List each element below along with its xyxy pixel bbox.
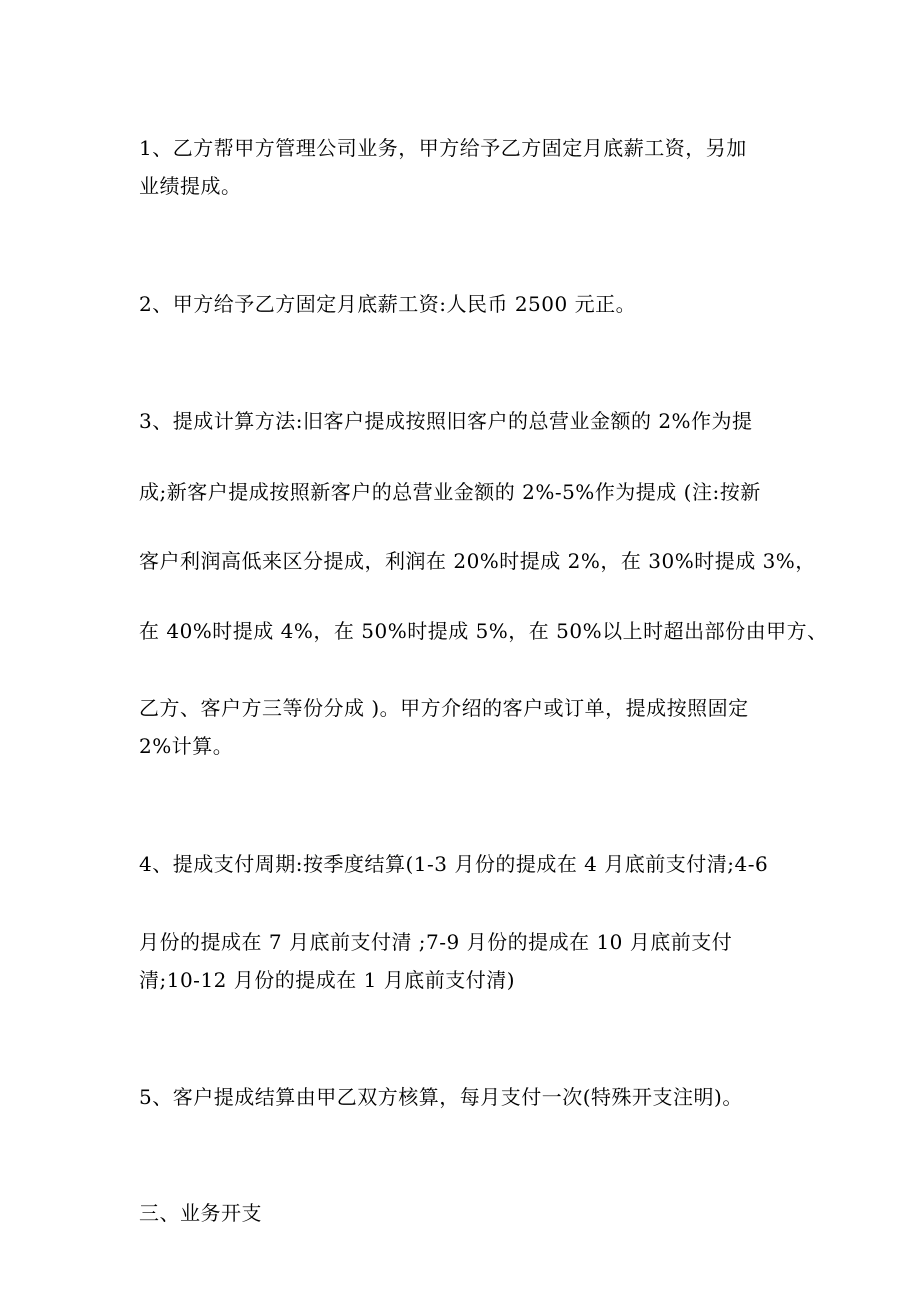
clause-3-line-6: 2%计算。 — [139, 734, 234, 758]
clause-4-line-1: 4、提成支付周期:按季度结算(1-3 月份的提成在 4 月底前支付清;4-6 — [139, 852, 769, 876]
clause-3-line-3: 客户利润高低来区分提成，利润在 20%时提成 2%，在 30%时提成 3%， — [139, 549, 816, 573]
clause-3-line-4: 在 40%时提成 4%，在 50%时提成 5%，在 50%以上时超出部份由甲方、 — [139, 619, 828, 643]
clause-1-line-2: 业绩提成。 — [139, 174, 242, 198]
clause-2-line-1: 2、甲方给予乙方固定月底薪工资:人民币 2500 元正。 — [139, 292, 637, 316]
clause-3-line-5: 乙方、客户方三等份分成 )。甲方介绍的客户或订单，提成按照固定 — [139, 696, 749, 720]
clause-4-line-3: 清;10-12 月份的提成在 1 月底前支付清) — [139, 968, 515, 992]
clause-4-line-2: 月份的提成在 7 月底前支付清 ;7-9 月份的提成在 10 月底前支付 — [139, 930, 733, 954]
clause-5-line-1: 5、客户提成结算由甲乙双方核算，每月支付一次(特殊开支注明)。 — [139, 1085, 743, 1109]
clause-3-line-2: 成;新客户提成按照新客户的总营业金额的 2%-5%作为提成 (注:按新 — [139, 480, 761, 504]
clause-1-line-1: 1、乙方帮甲方管理公司业务，甲方给予乙方固定月底薪工资，另加 — [139, 136, 747, 160]
section-heading-business-expenses: 三、业务开支 — [139, 1201, 262, 1225]
clause-3-line-1: 3、提成计算方法:旧客户提成按照旧客户的总营业金额的 2%作为提 — [139, 409, 753, 433]
